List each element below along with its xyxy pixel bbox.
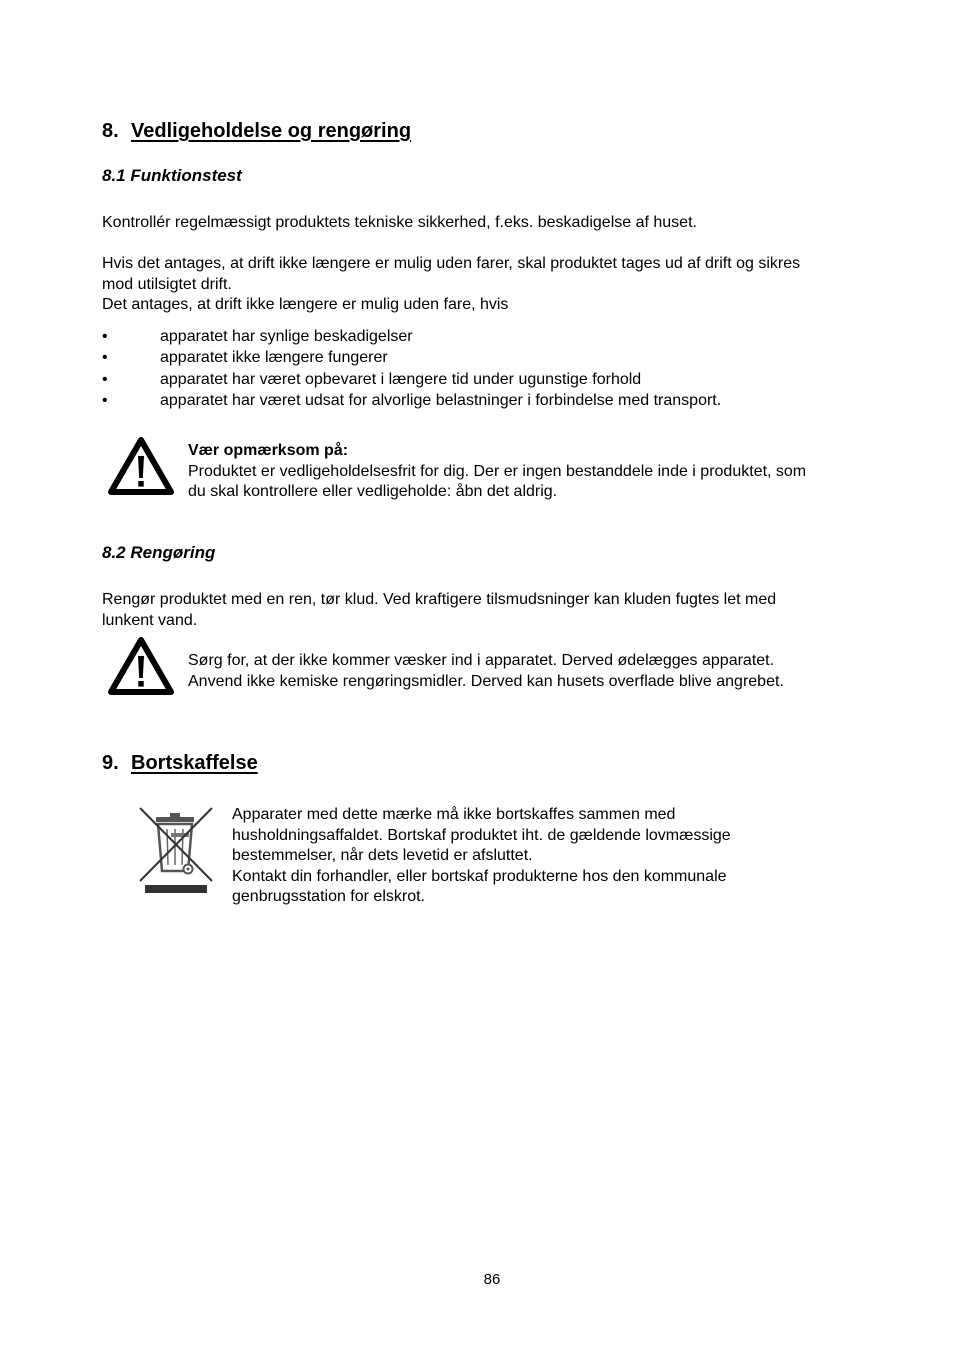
bullet-dot: • <box>102 392 108 409</box>
list-item-text: apparatet har været udsat for alvorlige belastninger i forbindelse med transport. <box>160 392 722 409</box>
paragraph-line: lunkent vand. <box>102 611 198 629</box>
paragraph-line: Hvis det antages, at drift ikke længere er mulig uden farer, skal produktet tages ud af drift og sikres <box>102 255 801 272</box>
warning-line: Produktet er vedligeholdelsesfrit for dig. Der er ingen bestanddele inde i produktet, som <box>188 462 807 480</box>
warning-line: Sørg for, at der ikke kommer væsker ind i apparatet. Derved ødelægges apparatet. <box>188 652 775 669</box>
section-9-title: Bortskaffelse <box>131 752 258 774</box>
subsection-8-2-title: 8.2 Rengøring <box>102 543 216 562</box>
disposal-text <box>232 805 852 908</box>
paragraph-line: Det antages, at drift ikke længere er mulig uden fare, hvis <box>102 296 509 313</box>
section-9-number: 9. <box>102 752 119 774</box>
paragraph-line: bestemmelser, når dets levetid er afsluttet. <box>232 847 533 864</box>
section-8-title: Vedligeholdelse og rengøring <box>131 120 412 142</box>
paragraph-line: Rengør produktet med en ren, tør klud. Ved kraftigere tilsmudsninger kan kluden fugtes let med <box>102 591 777 608</box>
warning-note-maintenance <box>188 441 888 503</box>
paragraph-cleaning <box>102 590 902 631</box>
paragraph-regular-check: Kontrollér regelmæssigt produktets tekniske sikkerhed, f.eks. beskadigelse af huset. <box>102 214 697 231</box>
section-9-heading <box>102 752 258 775</box>
crossed-out-wheelie-bin-icon <box>137 805 215 895</box>
list-item <box>102 390 862 411</box>
bullet-dot: • <box>102 371 108 388</box>
page-number: 86 <box>483 1271 501 1288</box>
paragraph-line: husholdningsaffaldet. Bortskaf produktet iht. de gældende lovmæssige <box>232 826 731 844</box>
bullet-list <box>102 326 862 412</box>
paragraph-line: Kontakt din forhandler, eller bortskaf produkterne hos den kommunale <box>232 867 727 885</box>
list-item <box>102 369 862 390</box>
list-item <box>102 347 862 368</box>
paragraph-line: genbrugsstation for elskrot. <box>232 888 425 905</box>
paragraph-line: mod utilsigtet drift. <box>102 275 232 293</box>
list-item-text: apparatet har været opbevaret i længere tid under ugunstige forhold <box>160 371 642 388</box>
bullet-dot: • <box>102 328 108 345</box>
paragraph-out-of-operation <box>102 254 902 316</box>
list-item <box>102 326 862 347</box>
warning-triangle-icon <box>108 637 174 695</box>
warning-title: Vær opmærksom på: <box>188 442 349 459</box>
section-8-heading <box>102 120 411 143</box>
bullet-dot: • <box>102 349 108 366</box>
warning-triangle-icon <box>108 437 174 495</box>
warning-note-cleaning <box>188 651 888 692</box>
list-item-text: apparatet har synlige beskadigelser <box>160 328 413 345</box>
subsection-8-1-title: 8.1 Funktionstest <box>102 166 242 185</box>
warning-line: Anvend ikke kemiske rengøringsmidler. Derved kan husets overflade blive angrebet. <box>188 672 784 690</box>
warning-line: du skal kontrollere eller vedligeholde: åbn det aldrig. <box>188 483 558 500</box>
paragraph-line: Apparater med dette mærke må ikke bortskaffes sammen med <box>232 806 676 823</box>
list-item-text: apparatet ikke længere fungerer <box>160 349 388 366</box>
section-8-number: 8. <box>102 120 119 142</box>
